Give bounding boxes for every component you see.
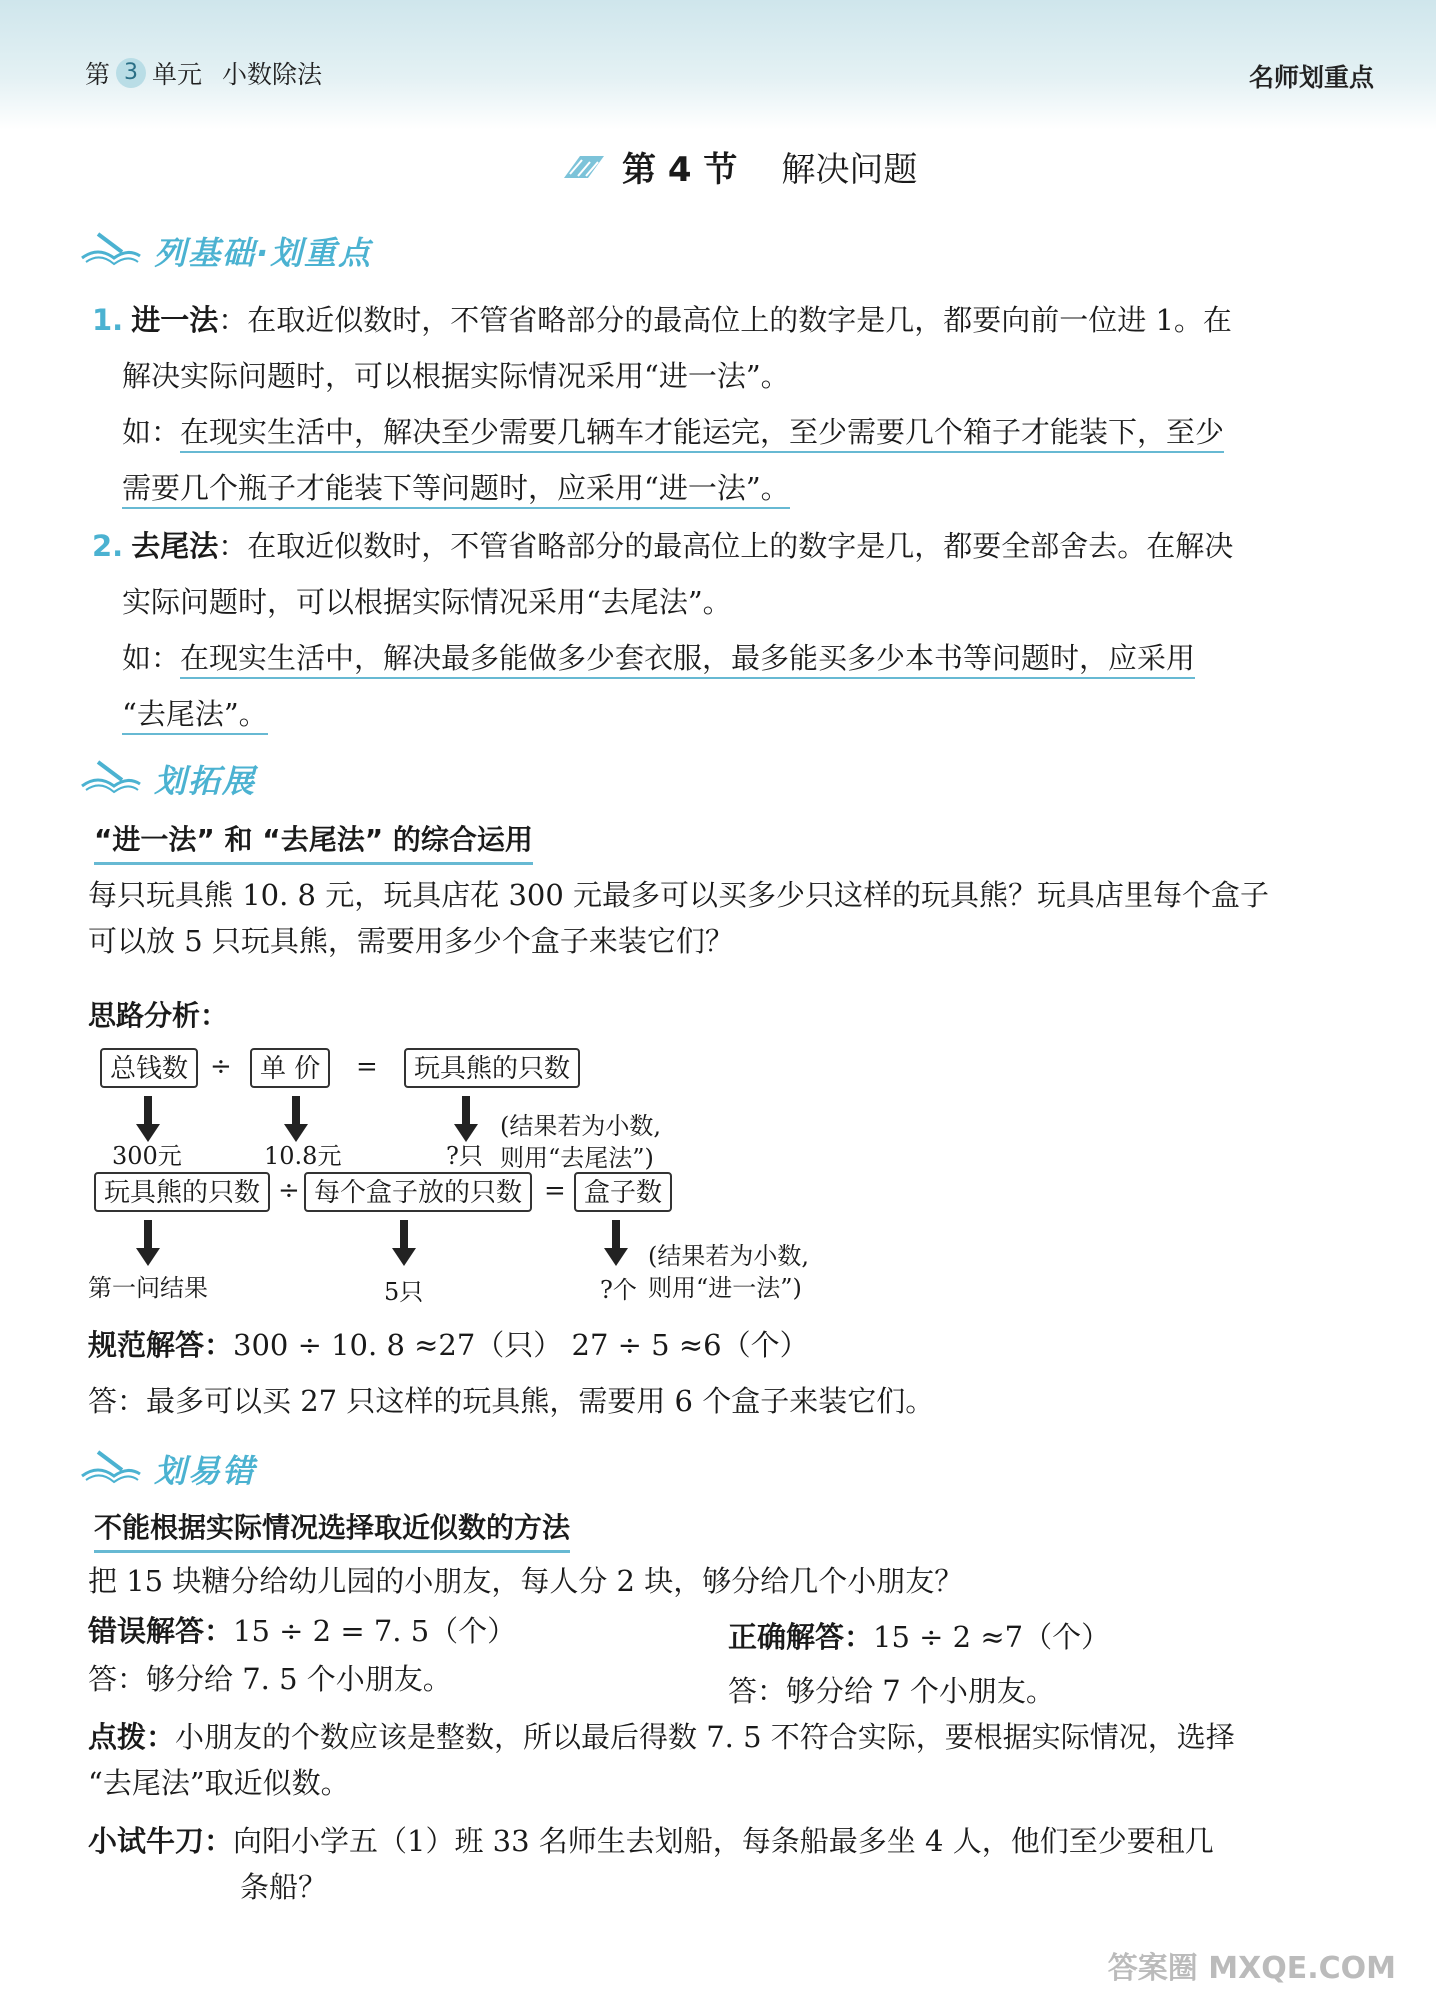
- banner-extend: [78, 756, 256, 802]
- row1-box-bear-count: 玩具熊的只数: [404, 1048, 580, 1088]
- row2-value-first-result: 第一问结果: [88, 1274, 208, 1302]
- tip-label: 点拨：: [88, 1720, 176, 1754]
- banner-mistakes-text: 划易错: [154, 1452, 257, 1490]
- tip-line1: 小朋友的个数应该是整数，所以最后得数 7. 5 不符合实际，要根据实际情况，选择: [175, 1720, 1235, 1754]
- right-calc: 15 ÷ 2 ≈7（个）: [873, 1620, 1111, 1654]
- row1-note-line2: 则用“去尾法”): [500, 1144, 654, 1172]
- row1-equals: =: [356, 1052, 378, 1082]
- book-pencil-icon: [78, 756, 144, 802]
- watermark: 答案圈 MXQE.COM: [1107, 1951, 1396, 1986]
- item-1-line2: 解决实际问题时，可以根据实际情况采用“进一法”。: [122, 359, 790, 393]
- extend-problem: [88, 872, 1358, 964]
- practice: [88, 1818, 1358, 1910]
- row1-value-unknown: ?只: [446, 1142, 483, 1170]
- section-number: 第 4 节: [622, 150, 738, 190]
- row1-note-line1: (结果若为小数,: [500, 1112, 661, 1140]
- arrow-down-icon: [604, 1220, 628, 1266]
- row2-box-per-box: 每个盒子放的只数: [304, 1172, 532, 1212]
- unit-number: 3: [116, 58, 146, 88]
- mistakes-problem: 把 15 块糖分给幼儿园的小朋友，每人分 2 块，够分给几个小朋友？: [88, 1564, 964, 1598]
- banner-mistakes: [78, 1446, 256, 1492]
- unit-prefix: 第: [85, 60, 111, 89]
- banner-extend-text: 划拓展: [154, 762, 257, 800]
- practice-line2: 条船？: [240, 1870, 328, 1904]
- row2-box-box-count: 盒子数: [574, 1172, 672, 1212]
- brand-label: 名师划重点: [1248, 63, 1374, 92]
- row1-divide: ÷: [210, 1052, 232, 1082]
- item-1-example-line2: 需要几个瓶子才能装下等问题时，应采用“进一法”。: [122, 471, 790, 509]
- analysis-label: 思路分析：: [88, 999, 229, 1032]
- item-2-example-line1: 在现实生活中，解决最多能做多少套衣服，最多能买多少本书等问题时，应采用: [180, 641, 1195, 679]
- unit-title: 小数除法: [222, 60, 323, 89]
- item-1-index: 1.: [92, 303, 124, 337]
- row1-value-300: 300元: [112, 1142, 182, 1170]
- book-pencil-icon: [78, 228, 144, 274]
- section-title: [560, 142, 917, 191]
- row2-equals: =: [544, 1176, 566, 1206]
- extend-problem-line1: 每只玩具熊 10. 8 元，玩具店花 300 元最多可以买多少只这样的玩具熊？玩具店里每个盒子: [88, 878, 1270, 912]
- item-2-example-line2: “去尾法”。: [122, 697, 268, 735]
- wrong-answer: 答：够分给 7. 5 个小朋友。: [88, 1662, 452, 1696]
- mistakes-subhead: 不能根据实际情况选择取近似数的方法: [94, 1506, 570, 1553]
- wrong-calc: 15 ÷ 2 = 7. 5（个）: [233, 1614, 517, 1648]
- tip: [88, 1714, 1358, 1806]
- wrong-label: 错误解答：: [88, 1614, 234, 1648]
- item-2-line1: ：在取近似数时，不管省略部分的最高位上的数字是几，都要全部舍去。在解决: [218, 529, 1234, 563]
- wrong-solution: [88, 1608, 688, 1654]
- basics-item-2: [92, 518, 1352, 742]
- book-pencil-icon: [78, 1446, 144, 1492]
- basics-item-1: [92, 292, 1352, 516]
- solution-line: [88, 1322, 1358, 1368]
- item-2-line2: 实际问题时，可以根据实际情况采用“去尾法”。: [122, 585, 732, 619]
- row2-box-bear-count: 玩具熊的只数: [94, 1172, 270, 1212]
- right-solution: [728, 1614, 1328, 1660]
- right-answer: 答：够分给 7 个小朋友。: [728, 1674, 1055, 1708]
- arrow-down-icon: [136, 1220, 160, 1266]
- item-1-line1: ：在取近似数时，不管省略部分的最高位上的数字是几，都要向前一位进 1。在: [218, 303, 1232, 337]
- practice-line1: 向阳小学五（1）班 33 名师生去划船，每条船最多坐 4 人，他们至少要租几: [233, 1824, 1214, 1858]
- arrow-down-icon: [392, 1220, 416, 1266]
- row1-box-unit-price: 单 价: [250, 1048, 330, 1088]
- item-2-index: 2.: [92, 529, 124, 563]
- right-label: 正确解答：: [728, 1620, 874, 1654]
- row1-value-10-8: 10.8元: [264, 1142, 342, 1170]
- unit-label: [85, 55, 322, 91]
- item-2-example-prefix: 如：: [122, 641, 181, 675]
- tip-line2: “去尾法”取近似数。: [88, 1766, 350, 1800]
- row2-note-line1: (结果若为小数,: [648, 1242, 809, 1270]
- extend-subhead: “进一法” 和 “去尾法” 的综合运用: [94, 818, 533, 865]
- unit-suffix: 单元: [152, 60, 203, 89]
- practice-label: 小试牛刀：: [88, 1824, 234, 1858]
- solution-label: 规范解答：: [88, 1328, 234, 1362]
- row2-note-line2: 则用“进一法”): [648, 1274, 802, 1302]
- item-1-example-line1: 在现实生活中，解决至少需要几辆车才能运完，至少需要几个箱子才能装下，至少: [180, 415, 1224, 453]
- row1-box-total-money: 总钱数: [100, 1048, 198, 1088]
- item-1-example-prefix: 如：: [122, 415, 181, 449]
- row2-value-unknown: ?个: [600, 1276, 637, 1304]
- item-1-term: 进一法: [131, 303, 219, 337]
- extend-answer: 答：最多可以买 27 只这样的玩具熊，需要用 6 个盒子来装它们。: [88, 1384, 935, 1418]
- row2-value-5: 5只: [384, 1278, 424, 1306]
- row2-divide: ÷: [278, 1176, 300, 1206]
- extend-problem-line2: 可以放 5 只玩具熊，需要用多少个盒子来装它们？: [88, 924, 734, 958]
- pen-stroke-icon: [560, 152, 608, 182]
- banner-basics-text: 列基础·划重点: [154, 234, 373, 272]
- banner-basics: [78, 228, 372, 274]
- solution-text: 300 ÷ 10. 8 ≈27（只） 27 ÷ 5 ≈6（个）: [233, 1328, 809, 1362]
- item-2-term: 去尾法: [131, 529, 219, 563]
- section-name: 解决问题: [781, 150, 918, 190]
